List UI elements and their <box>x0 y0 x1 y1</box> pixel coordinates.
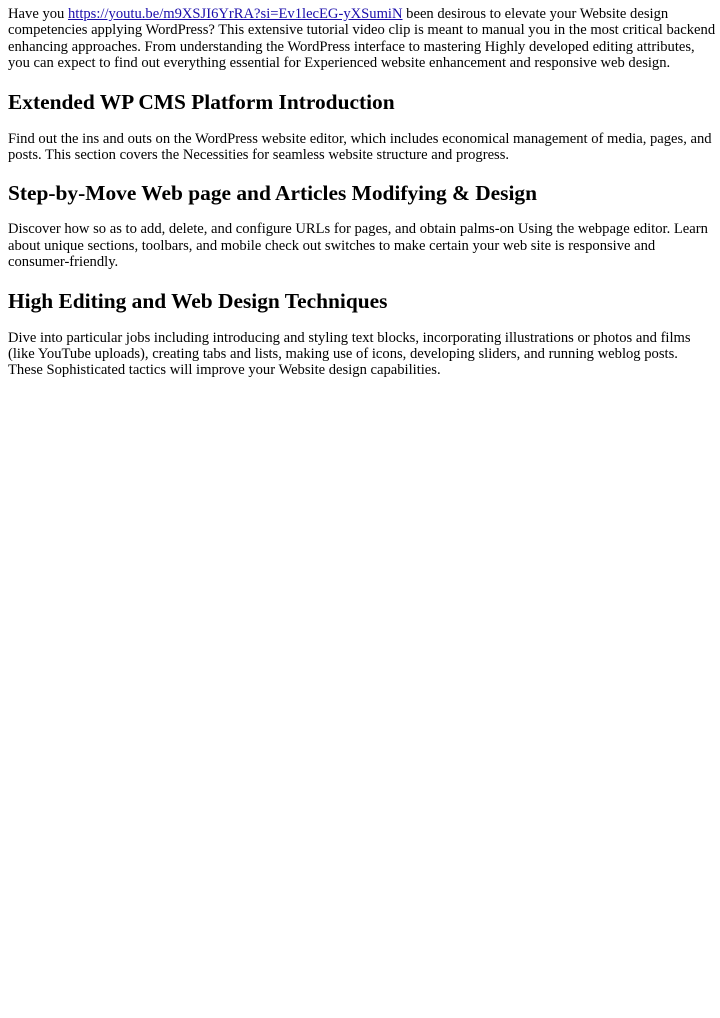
intro-text-before-link: Have you <box>8 6 68 22</box>
section-heading-cms-introduction: Extended WP CMS Platform Introduction <box>8 89 395 114</box>
section-heading-advanced-techniques: High Editing and Web Design Techniques <box>8 288 388 313</box>
section-body-page-editing: Discover how so as to add, delete, and configure URLs for pages, and obtain palms-on Using the webpage editor. Learn about unique sections, toolbars, and mobile check out switches to make certain your web site is responsive and consumer-friendly. <box>8 221 708 271</box>
youtube-video-link[interactable]: https://youtu.be/m9XSJI6YrRA?si=Ev1lecEG-yXSumiN <box>67 6 403 22</box>
document-page <box>0 0 720 379</box>
intro-paragraph <box>8 6 716 72</box>
section-body-advanced-techniques: Dive into particular jobs including introducing and styling text blocks, incorporating illustrations or photos and films (like YouTube uploads), creating tabs and lists, making use of icons, developing sliders, and running weblog posts. These Sophisticated tactics will improve your Website design capabilities. <box>8 329 691 379</box>
intro-text-after-link: been desirous to elevate your Website design competencies applying WordPress? This extensive tutorial video clip is meant to manual you in the most critical backend enhancing approaches. From understanding the WordPress interface to mastering Highly developed editing attributes, you can expect to find out everything essential for Experienced website enhancement and responsive web design. <box>8 6 716 72</box>
section-body-cms-introduction: Find out the ins and outs on the WordPress website editor, which includes economical management of media, pages, and posts. This section covers the Necessities for seamless website structure and progress. <box>8 130 712 164</box>
section-heading-page-editing: Step-by-Move Web page and Articles Modifying & Design <box>8 181 538 206</box>
